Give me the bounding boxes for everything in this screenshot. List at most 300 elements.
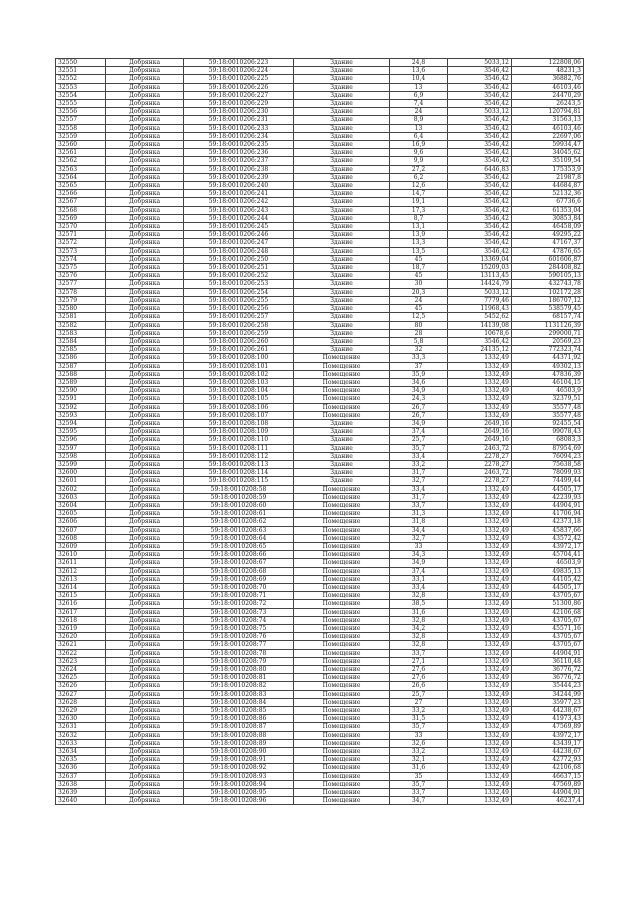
cell-cadastral-value: 20569,23 (512, 337, 584, 345)
cell-unit-price: 3546,42 (448, 337, 512, 345)
cell-settlement: Добрянка (106, 444, 184, 452)
cell-area: 6,2 (390, 173, 448, 181)
cell-record-number: 32587 (56, 362, 106, 370)
cell-unit-price: 1332,49 (448, 698, 512, 706)
cell-record-number: 32633 (56, 739, 106, 747)
cell-cadastral-number: 59:18:0010208:84 (184, 698, 294, 706)
table-row (56, 682, 584, 690)
cell-area: 17,3 (390, 206, 448, 214)
cell-record-number: 32632 (56, 731, 106, 739)
cell-record-number: 32562 (56, 157, 106, 165)
cell-unit-price: 1332,49 (448, 592, 512, 600)
table-row (56, 559, 584, 567)
cell-cadastral-value: 67736,6 (512, 198, 584, 206)
cell-area: 13 (390, 124, 448, 132)
cell-record-number: 32579 (56, 296, 106, 304)
cell-area: 33,2 (390, 707, 448, 715)
cell-cadastral-value: 52132,36 (512, 190, 584, 198)
cell-cadastral-number: 59:18:0010206:248 (184, 247, 294, 255)
cell-settlement: Добрянка (106, 378, 184, 386)
table-row (56, 280, 584, 288)
cell-object-type: Здание (294, 337, 390, 345)
cell-settlement: Добрянка (106, 346, 184, 354)
cell-cadastral-number: 59:18:0010208:114 (184, 469, 294, 477)
cell-object-type: Помещение (294, 526, 390, 534)
cell-object-type: Здание (294, 313, 390, 321)
cell-settlement: Добрянка (106, 657, 184, 665)
cell-settlement: Добрянка (106, 223, 184, 231)
cell-object-type: Здание (294, 255, 390, 263)
cell-cadastral-number: 59:18:0010208:90 (184, 748, 294, 756)
cell-object-type: Помещение (294, 534, 390, 542)
cell-record-number: 32550 (56, 59, 106, 67)
cell-unit-price: 1332,49 (448, 780, 512, 788)
table-row (56, 756, 584, 764)
cell-cadastral-number: 59:18:0010206:252 (184, 272, 294, 280)
cell-object-type: Помещение (294, 510, 390, 518)
cell-cadastral-value: 44371,92 (512, 354, 584, 362)
cell-settlement: Добрянка (106, 748, 184, 756)
cell-object-type: Здание (294, 477, 390, 485)
cell-area: 31,7 (390, 469, 448, 477)
cell-cadastral-number: 59:18:0010208:100 (184, 354, 294, 362)
cell-record-number: 32619 (56, 625, 106, 633)
cell-settlement: Добрянка (106, 59, 184, 67)
cell-object-type: Помещение (294, 485, 390, 493)
cell-object-type: Помещение (294, 395, 390, 403)
cell-unit-price: 1332,49 (448, 682, 512, 690)
table-row (56, 477, 584, 485)
cell-record-number: 32636 (56, 764, 106, 772)
cell-unit-price: 1332,49 (448, 354, 512, 362)
cell-record-number: 32578 (56, 288, 106, 296)
cell-object-type: Здание (294, 83, 390, 91)
table-row (56, 534, 584, 542)
cell-record-number: 32565 (56, 182, 106, 190)
cell-cadastral-number: 59:18:0010208:59 (184, 493, 294, 501)
cell-unit-price: 1332,49 (448, 633, 512, 641)
cell-area: 25,7 (390, 436, 448, 444)
cell-record-number: 32620 (56, 633, 106, 641)
cell-settlement: Добрянка (106, 666, 184, 674)
cell-unit-price: 2278,27 (448, 452, 512, 460)
cell-cadastral-value: 43705,67 (512, 616, 584, 624)
cell-cadastral-number: 59:18:0010208:89 (184, 739, 294, 747)
cell-cadastral-value: 47569,89 (512, 780, 584, 788)
cell-cadastral-number: 59:18:0010208:64 (184, 534, 294, 542)
cell-cadastral-number: 59:18:0010206:258 (184, 321, 294, 329)
cell-area: 13,1 (390, 223, 448, 231)
cell-unit-price: 1332,49 (448, 739, 512, 747)
cell-unit-price: 13369,04 (448, 255, 512, 263)
cell-record-number: 32615 (56, 592, 106, 600)
cell-record-number: 32596 (56, 436, 106, 444)
cell-cadastral-value: 46458,09 (512, 223, 584, 231)
cell-record-number: 32629 (56, 707, 106, 715)
cell-area: 5,8 (390, 337, 448, 345)
cell-cadastral-number: 59:18:0010206:243 (184, 206, 294, 214)
cell-unit-price: 3546,42 (448, 214, 512, 222)
cell-area: 33,7 (390, 649, 448, 657)
table-row (56, 337, 584, 345)
cell-cadastral-value: 44238,67 (512, 707, 584, 715)
cell-cadastral-value: 772323,74 (512, 346, 584, 354)
cell-cadastral-number: 59:18:0010206:251 (184, 264, 294, 272)
cell-area: 34,2 (390, 625, 448, 633)
cell-unit-price: 1332,49 (448, 764, 512, 772)
cell-settlement: Добрянка (106, 510, 184, 518)
cell-cadastral-number: 59:18:0010208:91 (184, 756, 294, 764)
cell-record-number: 32567 (56, 198, 106, 206)
cell-object-type: Помещение (294, 690, 390, 698)
table-row (56, 149, 584, 157)
cell-object-type: Помещение (294, 641, 390, 649)
cell-record-number: 32634 (56, 748, 106, 756)
cell-area: 27,6 (390, 674, 448, 682)
table-row (56, 469, 584, 477)
cell-unit-price: 1332,49 (448, 707, 512, 715)
cell-settlement: Добрянка (106, 239, 184, 247)
cell-area: 33,2 (390, 460, 448, 468)
cell-cadastral-value: 42239,93 (512, 493, 584, 501)
cell-record-number: 32602 (56, 485, 106, 493)
cell-object-type: Помещение (294, 542, 390, 550)
cell-object-type: Помещение (294, 633, 390, 641)
table-row (56, 91, 584, 99)
cell-unit-price: 1332,49 (448, 395, 512, 403)
cell-object-type: Помещение (294, 780, 390, 788)
cell-record-number: 32610 (56, 551, 106, 559)
cell-object-type: Помещение (294, 411, 390, 419)
cell-record-number: 32589 (56, 378, 106, 386)
cell-area: 25,7 (390, 690, 448, 698)
cell-record-number: 32593 (56, 411, 106, 419)
table-row (56, 419, 584, 427)
table-row (56, 436, 584, 444)
cell-cadastral-number: 59:18:0010208:106 (184, 403, 294, 411)
cell-settlement: Добрянка (106, 165, 184, 173)
cell-cadastral-value: 1131126,39 (512, 321, 584, 329)
cell-area: 32,7 (390, 477, 448, 485)
cell-object-type: Помещение (294, 584, 390, 592)
cell-cadastral-value: 68083,3 (512, 436, 584, 444)
cell-record-number: 32637 (56, 772, 106, 780)
cell-unit-price: 3546,42 (448, 182, 512, 190)
cell-cadastral-number: 59:18:0010208:72 (184, 600, 294, 608)
cell-unit-price: 1332,49 (448, 731, 512, 739)
table-row (56, 748, 584, 756)
cell-record-number: 32617 (56, 608, 106, 616)
table-row (56, 165, 584, 173)
cell-object-type: Помещение (294, 739, 390, 747)
cell-unit-price: 2649,16 (448, 436, 512, 444)
cell-settlement: Добрянка (106, 625, 184, 633)
cell-settlement: Добрянка (106, 584, 184, 592)
cell-record-number: 32553 (56, 83, 106, 91)
table-row (56, 616, 584, 624)
cell-object-type: Здание (294, 346, 390, 354)
cell-cadastral-value: 49295,22 (512, 231, 584, 239)
cell-cadastral-number: 59:18:0010208:95 (184, 789, 294, 797)
cell-cadastral-value: 44904,91 (512, 501, 584, 509)
cell-object-type: Здание (294, 173, 390, 181)
cell-unit-price: 1332,49 (448, 608, 512, 616)
cell-settlement: Добрянка (106, 132, 184, 140)
cell-unit-price: 1332,49 (448, 526, 512, 534)
table-row (56, 411, 584, 419)
table-row (56, 190, 584, 198)
cell-settlement: Добрянка (106, 542, 184, 550)
cell-unit-price: 1332,49 (448, 715, 512, 723)
cell-settlement: Добрянка (106, 419, 184, 427)
cell-unit-price: 3546,42 (448, 231, 512, 239)
cell-unit-price: 1332,49 (448, 542, 512, 550)
table-row (56, 346, 584, 354)
cell-object-type: Помещение (294, 362, 390, 370)
table-row (56, 321, 584, 329)
cell-settlement: Добрянка (106, 739, 184, 747)
table-row (56, 239, 584, 247)
cell-record-number: 32607 (56, 526, 106, 534)
cell-record-number: 32580 (56, 305, 106, 313)
cell-area: 33,4 (390, 584, 448, 592)
cell-record-number: 32586 (56, 354, 106, 362)
table-row (56, 378, 584, 386)
cell-settlement: Добрянка (106, 674, 184, 682)
cell-record-number: 32605 (56, 510, 106, 518)
cell-object-type: Здание (294, 141, 390, 149)
cell-settlement: Добрянка (106, 698, 184, 706)
cell-cadastral-number: 59:18:0010208:102 (184, 370, 294, 378)
cell-unit-price: 5452,62 (448, 313, 512, 321)
cell-area: 34,9 (390, 419, 448, 427)
cell-object-type: Здание (294, 419, 390, 427)
cell-object-type: Помещение (294, 764, 390, 772)
cell-cadastral-value: 47569,89 (512, 723, 584, 731)
cell-settlement: Добрянка (106, 436, 184, 444)
cell-cadastral-value: 43705,67 (512, 592, 584, 600)
cell-cadastral-value: 35444,23 (512, 682, 584, 690)
cell-unit-price: 1332,49 (448, 501, 512, 509)
cell-cadastral-number: 59:18:0010206:236 (184, 149, 294, 157)
cell-unit-price: 6446,83 (448, 165, 512, 173)
cell-cadastral-value: 120794,81 (512, 108, 584, 116)
cell-record-number: 32611 (56, 559, 106, 567)
cell-cadastral-number: 59:18:0010206:226 (184, 83, 294, 91)
cell-unit-price: 1332,49 (448, 789, 512, 797)
cell-object-type: Здание (294, 198, 390, 206)
cell-record-number: 32577 (56, 280, 106, 288)
cell-unit-price: 1332,49 (448, 510, 512, 518)
cell-object-type: Помещение (294, 378, 390, 386)
cell-area: 14,7 (390, 190, 448, 198)
table-row (56, 329, 584, 337)
cell-settlement: Добрянка (106, 214, 184, 222)
cell-record-number: 32552 (56, 75, 106, 83)
table-row (56, 75, 584, 83)
cell-cadastral-number: 59:18:0010208:65 (184, 542, 294, 550)
cell-area: 26,7 (390, 403, 448, 411)
cell-settlement: Добрянка (106, 567, 184, 575)
cell-area: 8,7 (390, 214, 448, 222)
cell-cadastral-value: 46103,46 (512, 124, 584, 132)
cell-settlement: Добрянка (106, 157, 184, 165)
cell-object-type: Здание (294, 149, 390, 157)
cell-cadastral-value: 36882,76 (512, 75, 584, 83)
cell-cadastral-value: 74499,44 (512, 477, 584, 485)
cell-area: 34,6 (390, 378, 448, 386)
cell-settlement: Добрянка (106, 198, 184, 206)
cell-record-number: 32598 (56, 452, 106, 460)
cell-unit-price: 1332,49 (448, 600, 512, 608)
cell-cadastral-number: 59:18:0010208:104 (184, 387, 294, 395)
cell-area: 27,1 (390, 657, 448, 665)
cell-settlement: Добрянка (106, 608, 184, 616)
cell-object-type: Здание (294, 214, 390, 222)
cell-settlement: Добрянка (106, 206, 184, 214)
cell-object-type: Здание (294, 100, 390, 108)
table-row (56, 305, 584, 313)
table-row (56, 272, 584, 280)
cell-cadastral-number: 59:18:0010208:113 (184, 460, 294, 468)
cell-cadastral-number: 59:18:0010206:260 (184, 337, 294, 345)
cell-settlement: Добрянка (106, 264, 184, 272)
table-row (56, 100, 584, 108)
table-row (56, 584, 584, 592)
cell-settlement: Добрянка (106, 641, 184, 649)
cell-unit-price: 1332,49 (448, 485, 512, 493)
cell-area: 13,5 (390, 247, 448, 255)
cell-area: 6,4 (390, 132, 448, 140)
table-row (56, 592, 584, 600)
cell-unit-price: 5033,12 (448, 288, 512, 296)
cell-unit-price: 1332,49 (448, 534, 512, 542)
cell-object-type: Здание (294, 452, 390, 460)
cell-cadastral-number: 59:18:0010206:245 (184, 223, 294, 231)
cell-settlement: Добрянка (106, 67, 184, 75)
cell-unit-price: 1332,49 (448, 756, 512, 764)
cell-cadastral-number: 59:18:0010208:78 (184, 649, 294, 657)
cell-area: 37,4 (390, 428, 448, 436)
cell-unit-price: 2463,72 (448, 469, 512, 477)
cell-cadastral-value: 32379,51 (512, 395, 584, 403)
cell-record-number: 32585 (56, 346, 106, 354)
cell-area: 33 (390, 731, 448, 739)
cell-cadastral-value: 44684,87 (512, 182, 584, 190)
table-row (56, 59, 584, 67)
cell-cadastral-value: 44904,91 (512, 789, 584, 797)
cell-record-number: 32603 (56, 493, 106, 501)
cell-cadastral-number: 59:18:0010206:225 (184, 75, 294, 83)
cell-settlement: Добрянка (106, 731, 184, 739)
cell-cadastral-number: 59:18:0010208:94 (184, 780, 294, 788)
cell-record-number: 32582 (56, 321, 106, 329)
table-row (56, 141, 584, 149)
cell-cadastral-number: 59:18:0010206:242 (184, 198, 294, 206)
cell-cadastral-value: 61353,04 (512, 206, 584, 214)
cell-record-number: 32583 (56, 329, 106, 337)
cell-object-type: Здание (294, 67, 390, 75)
cell-unit-price: 2649,16 (448, 419, 512, 427)
cell-cadastral-number: 59:18:0010206:230 (184, 108, 294, 116)
cell-cadastral-number: 59:18:0010206:224 (184, 67, 294, 75)
cell-cadastral-value: 44505,17 (512, 485, 584, 493)
cell-record-number: 32600 (56, 469, 106, 477)
cell-unit-price: 1332,49 (448, 378, 512, 386)
cell-cadastral-value: 49835,13 (512, 567, 584, 575)
cell-area: 31,3 (390, 510, 448, 518)
cell-settlement: Добрянка (106, 337, 184, 345)
cell-area: 10,4 (390, 75, 448, 83)
cell-cadastral-number: 59:18:0010208:66 (184, 551, 294, 559)
cell-area: 31,6 (390, 764, 448, 772)
cell-area: 33,7 (390, 501, 448, 509)
cell-cadastral-number: 59:18:0010208:111 (184, 444, 294, 452)
cell-area: 8,9 (390, 116, 448, 124)
table-row (56, 132, 584, 140)
table-row (56, 633, 584, 641)
cell-object-type: Здание (294, 182, 390, 190)
cell-area: 35,7 (390, 723, 448, 731)
cell-cadastral-number: 59:18:0010208:70 (184, 584, 294, 592)
cell-cadastral-number: 59:18:0010208:80 (184, 666, 294, 674)
cell-unit-price: 1332,49 (448, 616, 512, 624)
cell-settlement: Добрянка (106, 764, 184, 772)
cell-cadastral-value: 24470,29 (512, 91, 584, 99)
cell-cadastral-number: 59:18:0010206:238 (184, 165, 294, 173)
cell-cadastral-value: 76094,23 (512, 452, 584, 460)
cell-cadastral-value: 590105,13 (512, 272, 584, 280)
table-row (56, 542, 584, 550)
cell-cadastral-number: 59:18:0010208:77 (184, 641, 294, 649)
cell-unit-price: 3546,42 (448, 100, 512, 108)
cell-area: 12,6 (390, 182, 448, 190)
cell-cadastral-value: 46637,15 (512, 772, 584, 780)
cell-record-number: 32592 (56, 403, 106, 411)
cell-unit-price: 1332,49 (448, 641, 512, 649)
cell-record-number: 32564 (56, 173, 106, 181)
cell-object-type: Здание (294, 231, 390, 239)
cell-settlement: Добрянка (106, 231, 184, 239)
cell-object-type: Здание (294, 108, 390, 116)
cell-unit-price: 1332,49 (448, 797, 512, 805)
cell-object-type: Помещение (294, 551, 390, 559)
cell-cadastral-number: 59:18:0010206:257 (184, 313, 294, 321)
cell-cadastral-value: 601606,87 (512, 255, 584, 263)
cell-settlement: Добрянка (106, 723, 184, 731)
cell-object-type: Здание (294, 116, 390, 124)
cell-unit-price: 7779,46 (448, 296, 512, 304)
cell-record-number: 32639 (56, 789, 106, 797)
cell-settlement: Добрянка (106, 288, 184, 296)
cell-unit-price: 1332,49 (448, 518, 512, 526)
table-row (56, 182, 584, 190)
cell-cadastral-value: 47876,65 (512, 247, 584, 255)
cell-settlement: Добрянка (106, 108, 184, 116)
table-row (56, 370, 584, 378)
cell-unit-price: 1332,49 (448, 657, 512, 665)
cell-cadastral-number: 59:18:0010206:227 (184, 91, 294, 99)
cell-settlement: Добрянка (106, 190, 184, 198)
cell-unit-price: 1332,49 (448, 690, 512, 698)
cell-record-number: 32609 (56, 542, 106, 550)
cell-object-type: Помещение (294, 501, 390, 509)
cell-object-type: Здание (294, 288, 390, 296)
cell-unit-price: 1332,49 (448, 625, 512, 633)
cell-cadastral-number: 59:18:0010208:112 (184, 452, 294, 460)
cell-object-type: Помещение (294, 748, 390, 756)
cell-object-type: Помещение (294, 715, 390, 723)
